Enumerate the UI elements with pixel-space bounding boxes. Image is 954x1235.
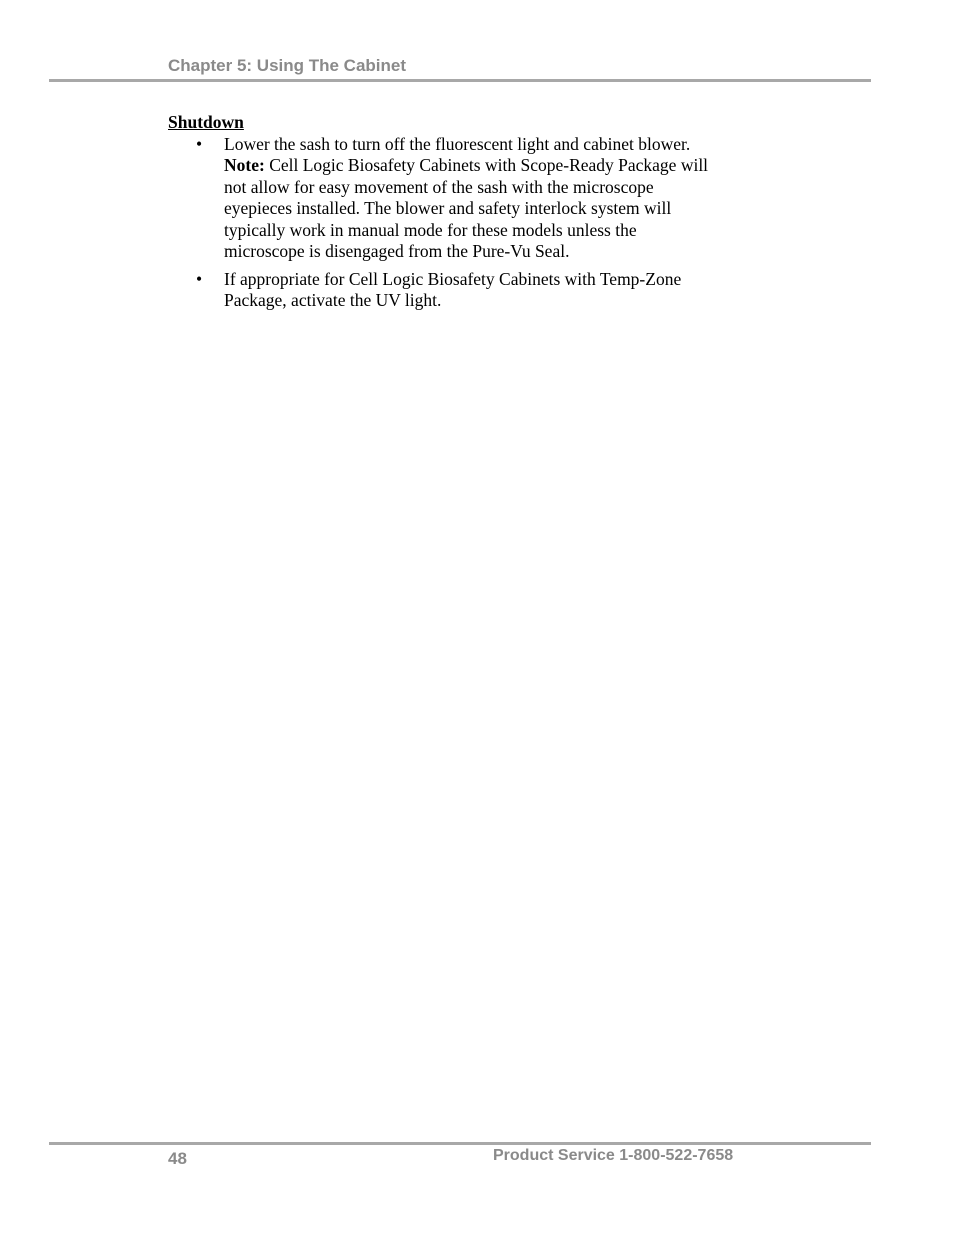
note-text: Cell Logic Biosafety Cabinets with Scope-Ready Package will <box>264 155 709 175</box>
bullet-text-line: Package, activate the UV light. <box>224 290 442 310</box>
note-text-line: not allow for easy movement of the sash with the microscope <box>224 176 654 197</box>
product-service-phone: Product Service 1-800-522-7658 <box>493 1147 734 1164</box>
chapter-title: Chapter 5: Using The Cabinet <box>168 56 407 75</box>
note-text-line: typically work in manual mode for these models unless the <box>224 219 637 240</box>
note-text-line: eyepieces installed. The blower and safety interlock system will <box>224 198 672 218</box>
page-content <box>168 112 768 318</box>
bullet-text-line: If appropriate for Cell Logic Biosafety Cabinets with Temp-Zone <box>224 268 682 289</box>
bullet-list <box>168 134 768 312</box>
note-label: Note: <box>224 155 265 175</box>
footer-divider <box>49 1142 871 1145</box>
note-text-line: microscope is disengaged from the Pure-Vu Seal. <box>224 241 570 261</box>
bullet-icon: • <box>196 268 203 289</box>
bullet-text-line: Lower the sash to turn off the fluorescent light and cabinet blower. <box>224 133 691 154</box>
bullet-icon: • <box>196 133 203 154</box>
note-line <box>224 155 768 177</box>
header-divider <box>49 79 871 82</box>
list-item <box>168 269 768 312</box>
page-number: 48 <box>168 1149 187 1168</box>
section-heading: Shutdown <box>168 112 244 132</box>
list-item <box>168 134 768 263</box>
